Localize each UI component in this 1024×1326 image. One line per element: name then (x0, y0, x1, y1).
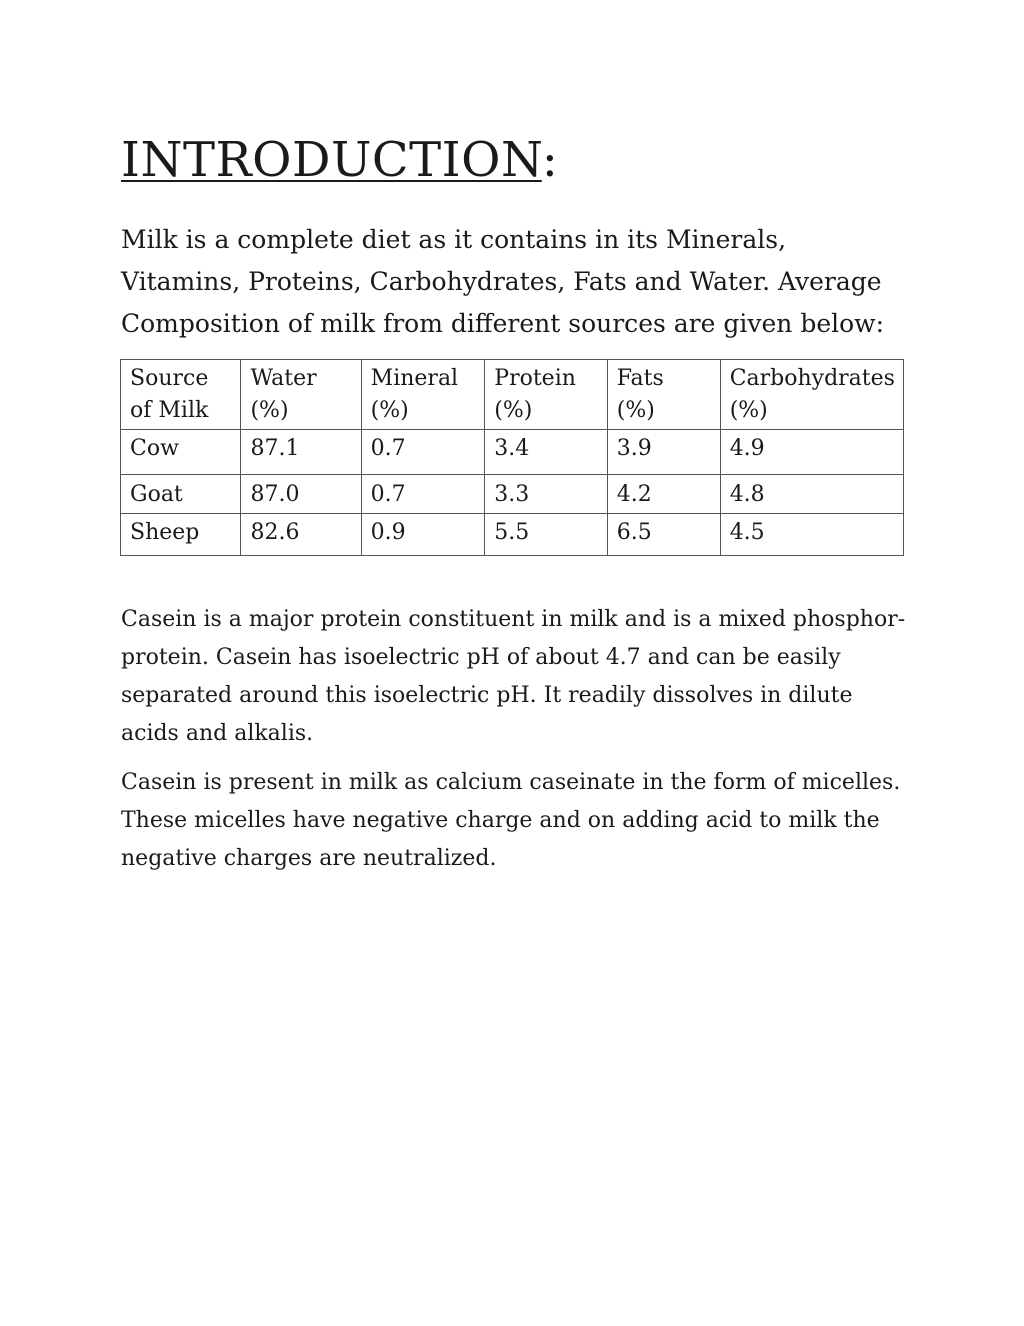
table-header-row (121, 360, 904, 430)
page-title-text: INTRODUCTION (121, 132, 542, 188)
cell-carbohydrates: 4.5 (720, 514, 903, 556)
micelles-paragraph: Casein is present in milk as calcium caseinate in the form of micelles. These micelles have negative charge and on adding acid to milk the negative charges are neutralized. (121, 770, 901, 871)
cell-water: 87.0 (241, 475, 361, 514)
milk-composition-table (120, 359, 904, 556)
intro-paragraph: Milk is a complete diet as it contains in its Minerals, Vitamins, Proteins, Carbohydrates, Fats and Water. Average Composition of milk from different sources are given below: (121, 225, 884, 338)
cell-protein: 5.5 (485, 514, 607, 556)
table-row (121, 475, 904, 514)
cell-source: Sheep (121, 514, 241, 556)
cell-carbohydrates: 4.9 (720, 430, 903, 475)
cell-fats: 6.5 (607, 514, 720, 556)
cell-carbohydrates: 4.8 (720, 475, 903, 514)
header-fats: Fats (%) (607, 360, 720, 430)
cell-source: Goat (121, 475, 241, 514)
cell-mineral: 0.9 (361, 514, 485, 556)
casein-paragraph: Casein is a major protein constituent in milk and is a mixed phosphor-protein. Casein has isoelectric pH of about 4.7 and can be easily separated around this isoelectric pH. It readily dissolves in dilute acids and alkalis. (121, 607, 906, 746)
header-mineral: Mineral (%) (361, 360, 485, 430)
table-row (121, 514, 904, 556)
page-title-colon: : (541, 132, 559, 188)
cell-mineral: 0.7 (361, 430, 485, 475)
cell-water: 82.6 (241, 514, 361, 556)
cell-fats: 3.9 (607, 430, 720, 475)
cell-protein: 3.4 (485, 430, 607, 475)
table-row (121, 430, 904, 475)
header-water: Water (%) (241, 360, 361, 430)
cell-protein: 3.3 (485, 475, 607, 514)
page-title (121, 128, 558, 192)
cell-mineral: 0.7 (361, 475, 485, 514)
header-carbohydrates: Carbohydrates (%) (720, 360, 903, 430)
header-source: Source of Milk (121, 360, 241, 430)
header-protein: Protein (%) (485, 360, 607, 430)
cell-source: Cow (121, 430, 241, 475)
cell-water: 87.1 (241, 430, 361, 475)
cell-fats: 4.2 (607, 475, 720, 514)
